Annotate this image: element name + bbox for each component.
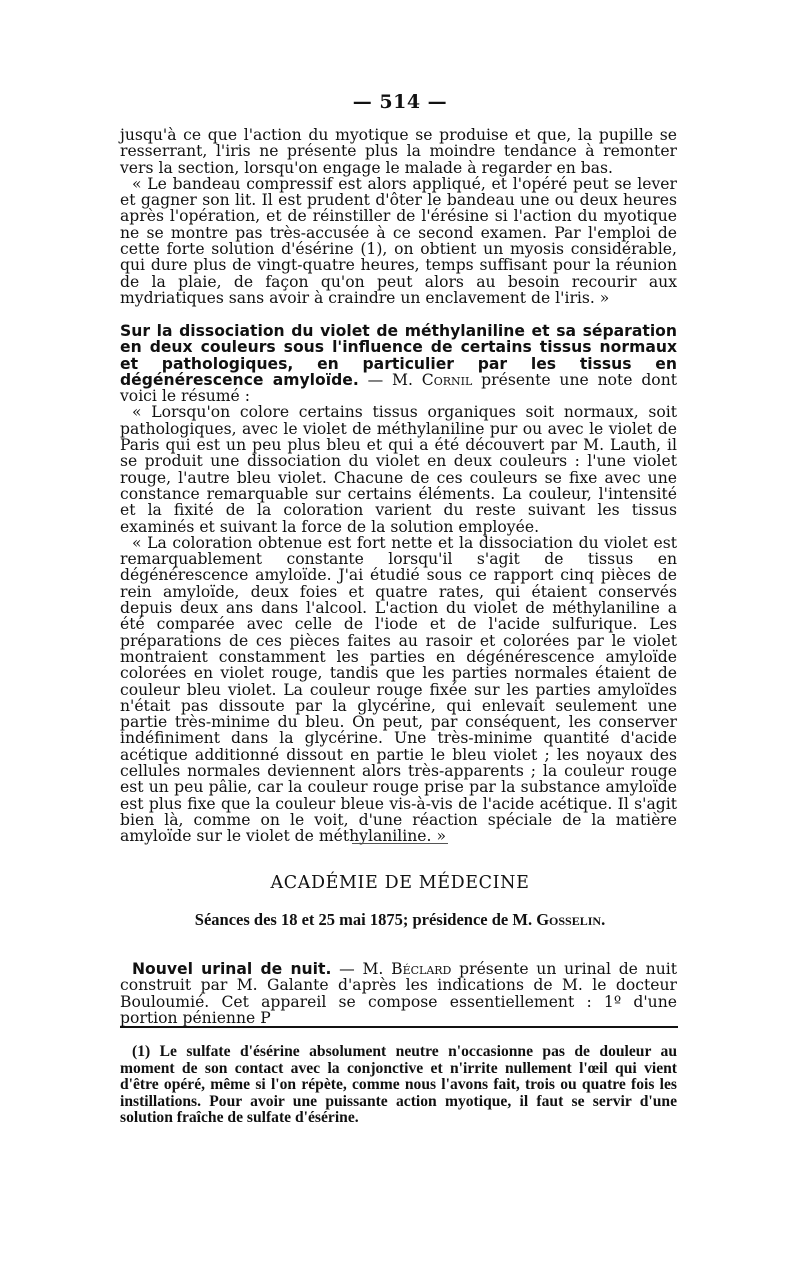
intro-block: [120, 127, 677, 306]
seances-text: Séances des 18 et 25 mai 1875; présidence de M.: [194, 910, 537, 929]
intro-paragraph: « Le bandeau compressif est alors appliqué, et l'opéré peut se lever et gagner son lit. Il est prudent d'ôter le bandeau une ou deux heures après l'opération, et de réinstiller de l'érésine si l'action du myotique ne se montre pas très-accusée à ce second examen. Par l'emploi de cette forte solution d'ésérine (1), on obtient un myosis considérable, qui dure plus de vingt-quatre heures, temps suffisant pour la réunion de la plaie, de façon qu'on peut alors au besoin recourir aux mydriatiques sans avoir à craindre un enclavement de l'iris. »: [120, 174, 677, 307]
footnote-rule: [120, 1026, 678, 1028]
page-number: — 514 —: [352, 91, 448, 113]
violet-section-lead: [120, 323, 677, 404]
president-name: Gosselin: [536, 910, 602, 929]
author-name: Cornil: [421, 370, 473, 389]
footnote: [120, 1044, 677, 1127]
violet-paragraph: « Lorsqu'on colore certains tissus organiques soit normaux, soit pathologiques, avec le violet de méthylaniline pur ou avec le violet de Paris qui est un peu plus bleu et qui a été découvert par M. Lauth, il se produit une dissociation du violet en deux couleurs : l'une violet rouge, l'autre bleu violet. Chacune de ces couleurs se fixe avec une constance remarquable sur certains éléments. La couleur, l'intensité et la fixité de la coloration varient du reste suivant les tissus examinés et suivant la force de la solution employée.: [120, 403, 677, 536]
summary-intro: présente une note dont voici le résumé :: [120, 370, 678, 406]
author-name: Béclard: [391, 960, 452, 978]
violet-paragraph: « La coloration obtenue est fort nette et la dissociation du violet est remarquablement constante lorsqu'il s'agit de tissus en dégénérescence amyloïde. J'ai étudié sous ce rapport cinq pièces de rein amyloïde, deux foies et quatre rates, qui étaient conservés depuis deux ans dans l'alcool. L'action du violet de méthylaniline a été comparée avec celle de l'iode et de l'acide sulfurique. Les préparations de ces pièces faites au rasoir et colorées par le violet montraient constamment les parties en dégénérescence amyloïde colorées en violet rouge, tandis que les parties normales étaient de couleur bleu violet. La couleur rouge fixée sur les parties amyloïdes n'était pas dissoute par la glycérine, qui enlevait seulement une partie très-minime du bleu. On peut, par conséquent, les conserver indéfiniment dans la glycérine. Une très-minime quantité d'acide acétique additionné dissout en partie le bleu violet ; les noyaux des cellules normales deviennent alors très-apparents ; la couleur rouge est un peu pâlie, car la couleur rouge prise par la substance amyloïde est plus fixe que la couleur bleue vis-à-vis de l'acide acétique. Il s'agit bien là, comme on le voit, d'une réaction spéciale de la matière amyloïde sur le violet de méthylaniline. »: [120, 533, 677, 846]
author-dash: — M.: [358, 370, 422, 389]
academie-title: ACADÉMIE DE MÉDECINE: [270, 873, 530, 893]
seances-end: .: [601, 910, 606, 929]
section-heading: Sur la dissociation du violet de méthylaniline et sa séparation en deux couleurs sous l'influence de certains tissus normaux et pathologiques, en particulier par les tissus en dégénérescence amyloïde.: [120, 322, 677, 389]
violet-section: [120, 323, 677, 845]
urinal-section: [120, 961, 677, 1026]
section-divider: [352, 843, 448, 844]
author-dash: — M.: [331, 960, 392, 978]
section-heading: Nouvel urinal de nuit.: [132, 960, 332, 978]
intro-paragraph: jusqu'à ce que l'action du myotique se produise et que, la pupille se resserrant, l'iris ne présente plus la moindre tendance à remonter vers la section, lorsqu'on engage le malade à regarder en bas.: [120, 126, 677, 177]
urinal-paragraph: [120, 961, 677, 1026]
urinal-text: présente un urinal de nuit construit par M. Galante d'après les indications de M. le docteur Bouloumié. Cet appareil se compose essentiellement : 1º d'une portion pénienne P: [120, 960, 677, 1027]
footnote-text: (1) Le sulfate d'ésérine absolument neutre n'occasionne pas de douleur au moment de son contact avec la conjonctive et n'irrite nullement l'œil qui vient d'être opéré, même si l'on répète, comme nous l'avons fait, trois ou quatre fois les instillations. Pour avoir une puissante action myotique, il faut se servir d'une solution fraîche de sulfate d'ésérine.: [120, 1043, 677, 1126]
seances-line: [0, 910, 800, 930]
